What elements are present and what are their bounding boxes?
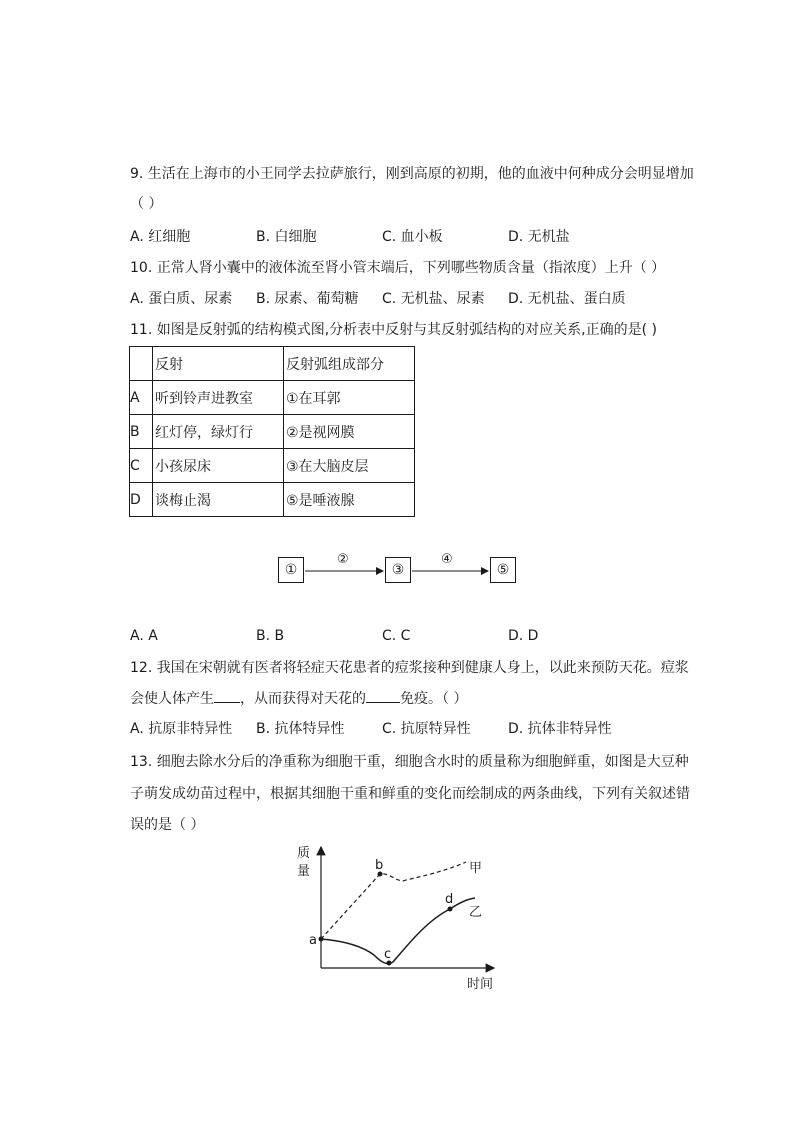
q10-stem: 10. 正常人肾小囊中的液体流至肾小管末端后，下列哪些物质含量（指浓度）上升（ ） xyxy=(130,260,666,276)
table-cell: 红灯停，绿灯行 xyxy=(153,415,284,449)
y-label-2: 量 xyxy=(297,864,311,879)
table-header-cell: 反射弧组成部分 xyxy=(284,347,415,381)
table-cell: 谈梅止渴 xyxy=(153,483,284,517)
q11-option-d[interactable]: D. D xyxy=(508,628,539,644)
table-cell: D xyxy=(130,483,153,517)
q9-option-d[interactable]: D. 无机盐 xyxy=(508,229,570,245)
table-header-cell: 反射 xyxy=(153,347,284,381)
q9-stem: 9. 生活在上海市的小王同学去拉萨旅行，刚到高原的初期，他的血液中何种成分会明显增加 xyxy=(130,166,694,182)
q11-stem: 11. 如图是反射弧的结构模式图,分析表中反射与其反射弧结构的对应关系,正确的是( ) xyxy=(130,322,657,338)
q12-line-2-part-c: 免疫。（ ） xyxy=(400,691,468,707)
table-cell: 听到铃声进教室 xyxy=(153,381,284,415)
table-cell: ③在大脑皮层 xyxy=(284,449,415,483)
table-cell: B xyxy=(130,415,153,449)
label-d: d xyxy=(445,892,454,907)
table-cell: C xyxy=(130,449,153,483)
q11-option-a[interactable]: A. A xyxy=(130,628,158,644)
arrow-label-afferent: ② xyxy=(337,552,349,567)
q12-option-c[interactable]: C. 抗原特异性 xyxy=(382,721,471,737)
table-cell: ①在耳郭 xyxy=(284,381,415,415)
q12-line-2-part-a: 会使人体产生 xyxy=(130,691,214,707)
q10-option-c[interactable]: C. 无机盐、尿素 xyxy=(382,291,485,307)
label-a: a xyxy=(309,933,317,948)
label-jia: 甲 xyxy=(469,861,483,876)
q13-line-2: 子萌发成幼苗过程中，根据其细胞干重和鲜重的变化而绘制成的两条曲线，下列有关叙述错 xyxy=(130,786,690,802)
q12-option-b[interactable]: B. 抗体特异性 xyxy=(256,721,345,737)
q13-line-1: 13. 细胞去除水分后的净重称为细胞干重，细胞含水时的质量称为细胞鲜重，如图是大豆种 xyxy=(130,754,689,770)
q9-option-c[interactable]: C. 血小板 xyxy=(382,229,443,245)
reflex-node-center: ③ xyxy=(385,557,411,583)
q10-option-d[interactable]: D. 无机盐、蛋白质 xyxy=(508,291,626,307)
q12-line-1: 12. 我国在宋朝就有医者将轻症天花患者的痘浆接种到健康人身上，以此来预防天花。痘浆 xyxy=(130,660,689,676)
table-cell: A xyxy=(130,381,153,415)
x-label: 时间 xyxy=(467,977,494,992)
arrow-label-efferent: ④ xyxy=(441,552,453,567)
q12-option-a[interactable]: A. 抗原非特异性 xyxy=(130,721,233,737)
point-a xyxy=(319,937,324,942)
y-label-1: 质 xyxy=(297,846,311,861)
point-d xyxy=(448,907,453,912)
label-yi: 乙 xyxy=(469,905,483,920)
q10-option-a[interactable]: A. 蛋白质、尿素 xyxy=(130,291,233,307)
table-cell: ②是视网膜 xyxy=(284,415,415,449)
table-cell: 小孩尿床 xyxy=(153,449,284,483)
q13-line-3: 误的是（ ） xyxy=(130,817,205,833)
reflex-node-receptor: ① xyxy=(278,557,304,583)
q11-option-b[interactable]: B. B xyxy=(256,628,285,644)
q9-option-b[interactable]: B. 白细胞 xyxy=(256,229,317,245)
q12-line-2-part-b: ，从而获得对天花的 xyxy=(240,691,366,707)
q12-option-d[interactable]: D. 抗体非特异性 xyxy=(508,721,612,737)
q9-paren: （ ） xyxy=(130,196,163,212)
q10-option-b[interactable]: B. 尿素、葡萄糖 xyxy=(256,291,359,307)
label-c: c xyxy=(384,947,392,962)
reflex-node-effector: ⑤ xyxy=(490,557,516,583)
label-b: b xyxy=(375,858,384,873)
table-cell: ⑤是唾液腺 xyxy=(284,483,415,517)
q9-option-a[interactable]: A. 红细胞 xyxy=(130,229,191,245)
q11-option-c[interactable]: C. C xyxy=(382,628,411,644)
